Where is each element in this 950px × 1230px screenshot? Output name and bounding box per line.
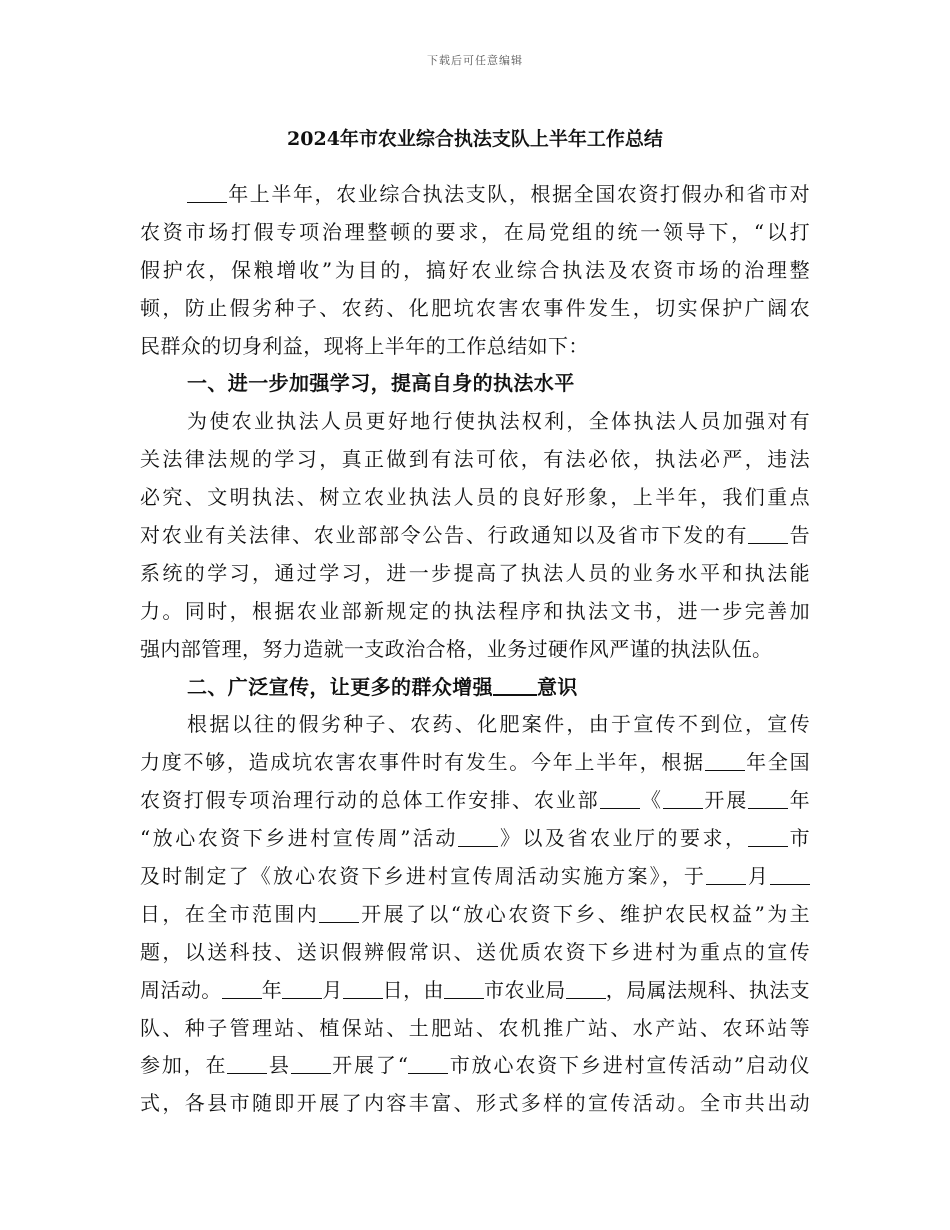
paragraph-line bbox=[140, 896, 810, 934]
text-run: 意识 bbox=[537, 674, 578, 699]
blank-underline bbox=[291, 1049, 331, 1074]
text-run: 民群众的切身利益，现将上半年的工作总结如下： bbox=[140, 333, 589, 358]
blank-underline bbox=[282, 974, 322, 999]
blank-underline bbox=[222, 974, 262, 999]
blank-underline bbox=[663, 784, 703, 809]
blank-underline bbox=[566, 974, 606, 999]
text-run: 系统的学习，通过学习，进一步提高了执法人员的业务水平和执法能 bbox=[140, 560, 810, 585]
blank-underline bbox=[458, 822, 498, 847]
blank-underline bbox=[444, 974, 484, 999]
text-run: 农资打假专项治理行动的总体工作安排、农业部 bbox=[140, 788, 600, 813]
blank-underline bbox=[770, 860, 810, 885]
text-run: 一、进一步加强学习，提高自身的执法水平 bbox=[187, 371, 575, 396]
paragraph-line bbox=[140, 934, 810, 972]
text-run: 假护农，保粮增收”为目的，搞好农业综合执法及农资市场的治理整 bbox=[140, 257, 810, 282]
blank-underline bbox=[748, 519, 788, 544]
paragraph-line bbox=[140, 214, 810, 252]
paragraph-line bbox=[140, 1085, 810, 1123]
blank-underline bbox=[227, 1049, 267, 1074]
blank-underline bbox=[343, 974, 383, 999]
text-run: 《 bbox=[639, 788, 663, 813]
paragraph-line bbox=[140, 858, 810, 896]
text-run: 县 bbox=[267, 1053, 291, 1078]
text-run: 年全国 bbox=[744, 750, 810, 775]
text-run: “放心农资下乡进村宣传周”活动 bbox=[140, 826, 458, 851]
paragraph-line bbox=[140, 593, 810, 631]
paragraph-line bbox=[140, 706, 810, 744]
text-run: 关法律法规的学习，真正做到有法可依，有法必依，执法必严，违法 bbox=[140, 447, 810, 472]
document-body bbox=[140, 176, 810, 1123]
text-run: 月 bbox=[322, 977, 343, 1002]
text-run: 必究、文明执法、树立农业执法人员的良好形象，上半年，我们重点 bbox=[140, 485, 810, 510]
text-run: ，局属法规科、执法支 bbox=[605, 977, 811, 1002]
text-run: 周活动。 bbox=[140, 977, 222, 1002]
text-run: 力度不够，造成坑农害农事件时有发生。今年上半年，根据 bbox=[140, 750, 705, 775]
text-run: 市放心农资下乡进村宣传活动”启动仪 bbox=[448, 1053, 811, 1078]
text-run: 根据以往的假劣种子、农药、化肥案件，由于宣传不到位，宣传 bbox=[187, 712, 810, 737]
blank-underline bbox=[706, 860, 746, 885]
text-run: 式，各县市随即开展了内容丰富、形式多样的宣传活动。全市共出动 bbox=[140, 1091, 810, 1116]
paragraph-line bbox=[140, 479, 810, 517]
paragraph-line bbox=[140, 517, 810, 555]
text-run: 日，由 bbox=[382, 977, 444, 1002]
blank-underline bbox=[493, 670, 537, 696]
text-run: 强内部管理，努力造就一支政治合格，业务过硬作风严谨的执法队伍。 bbox=[140, 636, 773, 661]
text-run: 农资市场打假专项治理整顿的要求，在局党组的统一领导下，“以打 bbox=[140, 219, 810, 244]
paragraph-line bbox=[140, 328, 810, 366]
paragraph-line bbox=[140, 782, 810, 820]
paragraph-line bbox=[140, 1047, 810, 1085]
paragraph-line bbox=[140, 555, 810, 593]
text-run: 二、广泛宣传，让更多的群众增强 bbox=[187, 674, 493, 699]
text-run: 题，以送科技、送识假辨假常识、送优质农资下乡进村为重点的宣传 bbox=[140, 939, 810, 964]
paragraph-line bbox=[140, 403, 810, 441]
text-run: 月 bbox=[746, 864, 770, 889]
section-heading bbox=[140, 365, 810, 403]
paragraph-line bbox=[140, 1010, 810, 1048]
blank-underline bbox=[600, 784, 640, 809]
text-run: 日，在全市范围内 bbox=[140, 901, 320, 926]
paragraph-line bbox=[140, 744, 810, 782]
blank-underline bbox=[705, 746, 745, 771]
section-heading bbox=[140, 669, 810, 707]
header-note: 下载后可任意编辑 bbox=[427, 54, 523, 67]
blank-underline bbox=[187, 178, 227, 203]
paragraph-line bbox=[140, 176, 810, 214]
blank-underline bbox=[748, 784, 788, 809]
text-run: 年 bbox=[261, 977, 283, 1002]
text-run: 市农业局 bbox=[483, 977, 566, 1002]
text-run: 开展了以“放心农资下乡、维护农民权益”为主 bbox=[359, 901, 810, 926]
paragraph-line bbox=[140, 252, 810, 290]
text-run: 开展 bbox=[702, 788, 749, 813]
text-run: 对农业有关法律、农业部部令公告、行政通知以及省市下发的有 bbox=[140, 523, 749, 548]
paragraph-line bbox=[140, 290, 810, 328]
text-run: 开展了“ bbox=[330, 1053, 409, 1078]
text-run: 年上半年，农业综合执法支队，根据全国农资打假办和省市对 bbox=[227, 182, 810, 206]
text-run: 市 bbox=[787, 826, 810, 851]
text-run: 及时制定了《放心农资下乡进村宣传周活动实施方案》，于 bbox=[140, 864, 707, 889]
paragraph-line bbox=[140, 820, 810, 858]
text-run: 》以及省农业厅的要求， bbox=[497, 826, 748, 851]
text-run: 年 bbox=[788, 788, 811, 813]
paragraph-line bbox=[140, 631, 810, 669]
text-run: 力。同时，根据农业部新规定的执法程序和执法文书，进一步完善加 bbox=[140, 598, 810, 623]
paragraph-line bbox=[140, 972, 810, 1010]
text-run: 参加，在 bbox=[140, 1053, 228, 1078]
paragraph-line bbox=[140, 441, 810, 479]
blank-underline bbox=[319, 898, 359, 923]
blank-underline bbox=[748, 822, 788, 847]
text-run: 告 bbox=[788, 523, 811, 548]
text-run: 队、种子管理站、植保站、土肥站、农机推广站、水产站、农环站等 bbox=[140, 1015, 810, 1040]
text-run: 顿，防止假劣种子、农药、化肥坑农害农事件发生，切实保护广阔农 bbox=[140, 295, 810, 320]
blank-underline bbox=[408, 1049, 448, 1074]
text-run: 为使农业执法人员更好地行使执法权利，全体执法人员加强对有 bbox=[187, 409, 810, 434]
document-title: 2024年市农业综合执法支队上半年工作总结 bbox=[287, 128, 663, 150]
